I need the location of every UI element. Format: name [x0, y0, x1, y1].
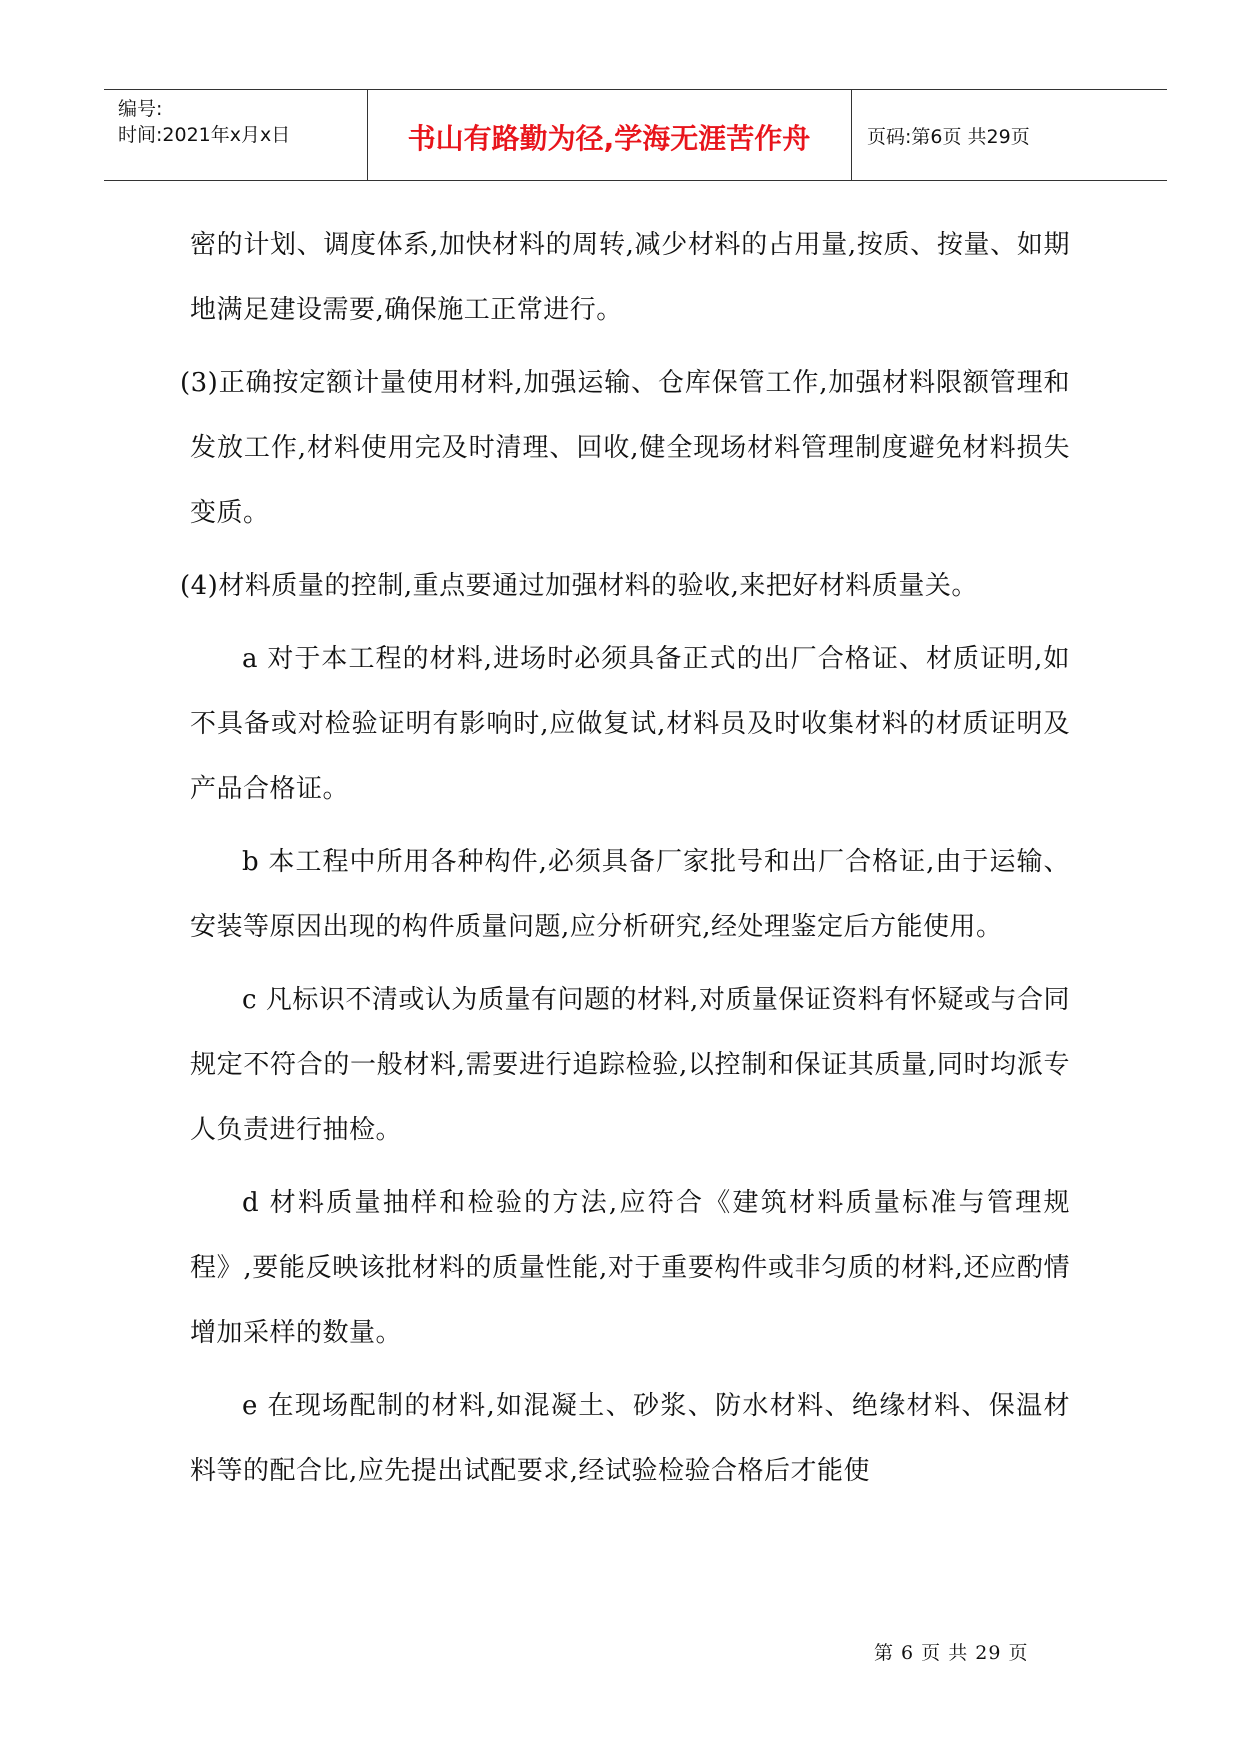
paragraph-item-d: d 材料质量抽样和检验的方法,应符合《建筑材料质量标准与管理规程》,要能反映该批材料的质量性能,对于重要构件或非匀质的材料,还应酌情增加采样的数量。 — [190, 1188, 1070, 1348]
document-body — [180, 213, 1070, 1512]
header-motto: 书山有路勤为径,学海无涯苦作舟 — [407, 122, 811, 155]
header-motto-cell — [367, 90, 852, 180]
paragraph-continuation: 密的计划、调度体系,加快材料的周转,减少材料的占用量,按质、按量、如期地满足建设需要,确保施工正常进行。 — [190, 230, 1070, 325]
paragraph-item-3: (3)正确按定额计量使用材料,加强运输、仓库保管工作,加强材料限额管理和发放工作,材料使用完及时清理、回收,健全现场材料管理制度避免材料损失变质。 — [180, 368, 1070, 528]
page-footer-number: 第 6 页 共 29 页 — [874, 1642, 1029, 1664]
header-page-cell — [851, 90, 1167, 180]
page-header — [104, 89, 1167, 181]
paragraph-item-e: e 在现场配制的材料,如混凝土、砂浆、防水材料、绝缘材料、保温材料等的配合比,应先提出试配要求,经试验检验合格后才能使 — [190, 1391, 1070, 1486]
paragraph-item-c: c 凡标识不清或认为质量有问题的材料,对质量保证资料有怀疑或与合同规定不符合的一般材料,需要进行追踪检验,以控制和保证其质量,同时均派专人负责进行抽检。 — [190, 985, 1070, 1145]
document-time-label: 时间:2021年x月x日 — [118, 124, 291, 146]
paragraph-item-a: a 对于本工程的材料,进场时必须具备正式的出厂合格证、材质证明,如不具备或对检验证明有影响时,应做复试,材料员及时收集材料的材质证明及产品合格证。 — [190, 644, 1070, 804]
document-number-label: 编号: — [118, 98, 163, 120]
header-page-label: 页码:第6页 共29页 — [867, 125, 1030, 148]
header-info-cell — [104, 90, 368, 180]
paragraph-item-4: (4)材料质量的控制,重点要通过加强材料的验收,来把好材料质量关。 — [180, 571, 978, 601]
paragraph-item-b: b 本工程中所用各种构件,必须具备厂家批号和出厂合格证,由于运输、安装等原因出现的构件质量问题,应分析研究,经处理鉴定后方能使用。 — [190, 847, 1070, 942]
